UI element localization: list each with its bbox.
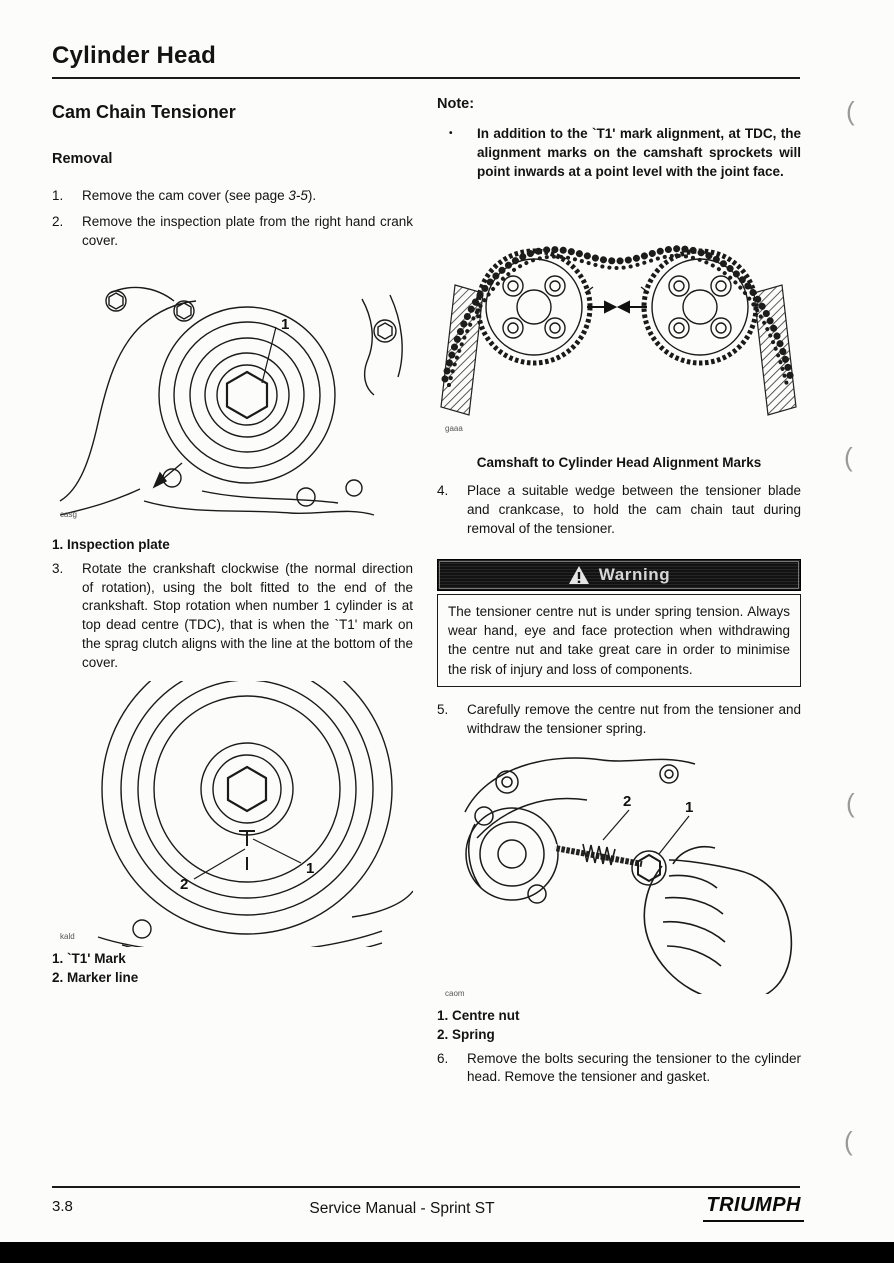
figure-code: kald bbox=[60, 932, 75, 942]
step-number: 2. bbox=[52, 213, 64, 229]
list-item-4 bbox=[437, 482, 801, 539]
figure-t1-mark bbox=[52, 681, 413, 947]
figure-centre-nut-spring bbox=[437, 746, 801, 994]
figure-callout-2: 2 bbox=[623, 792, 632, 810]
figure-caption: 2. Marker line bbox=[52, 970, 139, 986]
warning-icon bbox=[568, 565, 590, 585]
subsection-title: Removal bbox=[52, 151, 113, 167]
figure-caption: 1. Inspection plate bbox=[52, 536, 170, 552]
tensioner-removal-illustration bbox=[437, 746, 797, 994]
step-number: 1. bbox=[52, 188, 64, 203]
triumph-logo: TRIUMPH bbox=[703, 1194, 804, 1222]
note-bullet-item bbox=[449, 124, 801, 181]
figure-caption: 1. Centre nut bbox=[437, 1007, 520, 1023]
figure-caption: Camshaft to Cylinder Head Alignment Marks bbox=[476, 455, 762, 471]
note-title: Note: bbox=[437, 96, 475, 112]
figure-camshaft-alignment bbox=[437, 227, 801, 423]
figure-inspection-plate bbox=[52, 265, 413, 533]
header-rule bbox=[52, 77, 800, 79]
list-item-2 bbox=[52, 213, 413, 251]
list-item-3 bbox=[52, 560, 413, 673]
page-bottom-bar bbox=[0, 1242, 894, 1263]
figure-callout-2: 2 bbox=[180, 876, 189, 894]
step-number: 3. bbox=[52, 560, 64, 576]
step-text: Remove the inspection plate from the right hand crank cover. bbox=[82, 213, 413, 248]
step-text: Place a suitable wedge between the tensioner blade and crankcase, to hold the cam chain taut during removal of the tensioner. bbox=[467, 483, 801, 537]
figure-caption: 2. Spring bbox=[437, 1026, 495, 1042]
warning-header bbox=[437, 559, 801, 591]
step-text-part: Remove the cam cover (see page bbox=[82, 188, 289, 203]
list-item-6 bbox=[437, 1050, 801, 1088]
bullet-icon: • bbox=[449, 128, 453, 139]
footer-page-number: 3.8 bbox=[52, 1198, 73, 1215]
warning-box bbox=[437, 559, 801, 687]
scan-mark: ( bbox=[844, 442, 853, 472]
list-item-1 bbox=[52, 187, 413, 206]
figure-code: casg bbox=[60, 509, 77, 519]
figure-callout-1: 1 bbox=[306, 860, 315, 878]
step-text: Carefully remove the centre nut from the tensioner and withdraw the tensioner spring. bbox=[467, 701, 801, 736]
warning-title: Warning bbox=[598, 565, 671, 585]
page-title: Cylinder Head bbox=[52, 42, 216, 69]
list-item-5 bbox=[437, 701, 801, 739]
step-number: 5. bbox=[437, 701, 449, 717]
scan-mark: ( bbox=[844, 1126, 853, 1156]
warning-text: The tensioner centre nut is under spring tension. Always wear hand, eye and face protection when withdrawing the centre nut and take great care in order to minimise the risk of injury and loss of components. bbox=[437, 594, 801, 687]
figure-caption: 1. `T1' Mark bbox=[52, 951, 126, 967]
step-text-part: ). bbox=[307, 188, 317, 203]
step-number: 6. bbox=[437, 1050, 449, 1066]
page-reference: 3-5 bbox=[288, 188, 308, 203]
left-column bbox=[52, 102, 413, 987]
right-column bbox=[437, 96, 801, 1094]
section-title: Cam Chain Tensioner bbox=[52, 102, 236, 122]
figure-code: caom bbox=[445, 988, 465, 998]
step-text: Remove the bolts securing the tensioner to the cylinder head. Remove the tensioner and gasket. bbox=[467, 1050, 801, 1085]
camshaft-sprockets-illustration bbox=[437, 227, 800, 423]
note-text: In addition to the `T1' mark alignment, at TDC, the alignment marks on the camshaft sprockets will point inwards at a point level with the joint face. bbox=[477, 126, 801, 180]
inspection-plate-illustration bbox=[52, 265, 413, 533]
flywheel-t1-illustration bbox=[52, 681, 413, 947]
figure-callout-1: 1 bbox=[685, 798, 694, 816]
footer-manual-title: Service Manual - Sprint ST bbox=[309, 1200, 495, 1217]
figure-code: gaaa bbox=[445, 424, 463, 434]
step-number: 4. bbox=[437, 483, 449, 499]
scan-mark: ( bbox=[846, 96, 855, 126]
step-text: Rotate the crankshaft clockwise (the normal direction of rotation), using the bolt fitted to the end of the crankshaft. Stop rotation when number 1 cylinder is at top dead centre (TDC), that is when the `T1' mark on the sprag clutch aligns with the line at the bottom of the cover. bbox=[82, 560, 413, 671]
step-text bbox=[82, 187, 413, 206]
footer-rule bbox=[52, 1186, 800, 1188]
figure-callout-1: 1 bbox=[281, 315, 290, 333]
scan-mark: ( bbox=[846, 788, 855, 818]
